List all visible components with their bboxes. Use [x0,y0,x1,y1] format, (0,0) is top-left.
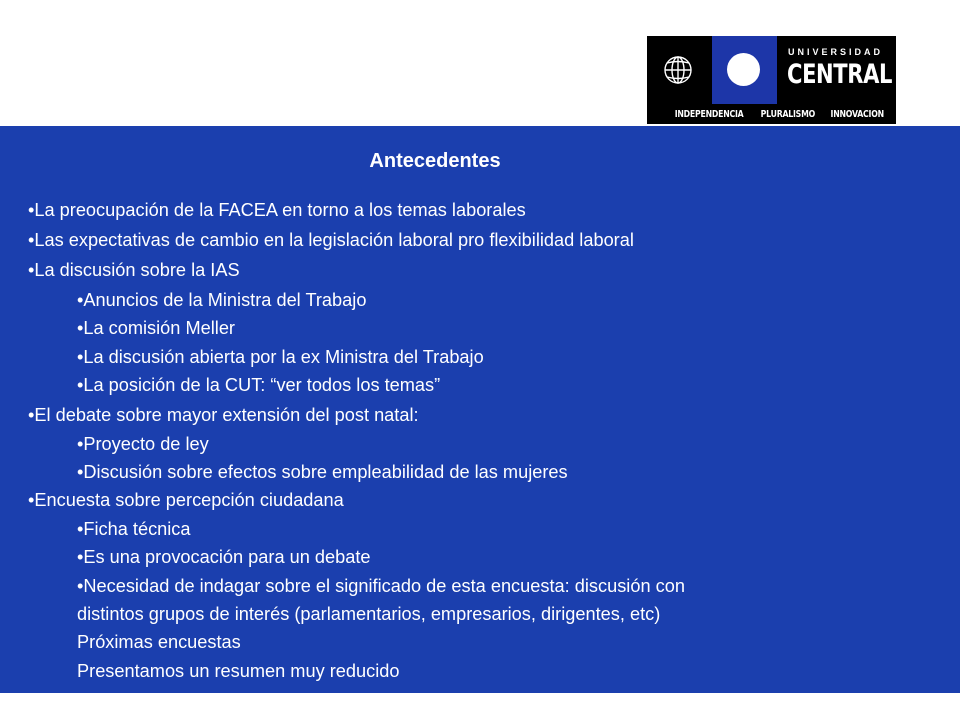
globe-icon-box [647,36,712,104]
logo-top-band [647,36,896,104]
logo-circle-mark [727,53,760,86]
logo-value-independencia: INDEPENDENCIA [674,108,744,120]
bullet-item: •Las expectativas de cambio en la legislación laboral pro flexibilidad laboral [28,230,634,250]
globe-icon [647,36,712,104]
sub-text-line: Próximas encuestas [77,632,241,652]
logo-value-innovacion: INNOVACION [830,108,884,120]
sub-bullet-item: •La comisión Meller [77,318,235,338]
logo-wordmark [777,36,896,104]
sub-bullet-item: •Discusión sobre efectos sobre empleabilidad de las mujeres [77,462,568,482]
bullet-item: •El debate sobre mayor extensión del post natal: [28,405,419,425]
bullet-item: •Encuesta sobre percepción ciudadana [28,490,344,510]
sub-bullet-item: •Es una provocación para un debate [77,547,371,567]
logo-university-label: UNIVERSIDAD [788,47,884,57]
sub-text-line: Presentamos un resumen muy reducido [77,661,400,681]
bullet-item: •La preocupación de la FACEA en torno a los temas laborales [28,200,526,220]
sub-bullet-item: •La discusión abierta por la ex Ministra del Trabajo [77,347,484,367]
sub-bullet-item: •Proyecto de ley [77,434,209,454]
slide-title: Antecedentes [369,150,501,172]
logo-values-band [647,104,896,124]
university-logo [647,36,896,124]
bullet-item: •La discusión sobre la IAS [28,260,240,280]
logo-central-label: CENTRAL [787,59,893,90]
sub-bullet-item: •Necesidad de indagar sobre el significado de esta encuesta: discusión con [77,576,685,596]
sub-bullet-continuation: distintos grupos de interés (parlamentarios, empresarios, dirigentes, etc) [77,604,661,624]
logo-dot-box [712,36,777,104]
logo-value-pluralismo: PLURALISMO [760,108,816,120]
sub-bullet-item: •Anuncios de la Ministra del Trabajo [77,290,367,310]
sub-bullet-item: •Ficha técnica [77,519,191,539]
sub-bullet-item: •La posición de la CUT: “ver todos los temas” [77,375,441,395]
